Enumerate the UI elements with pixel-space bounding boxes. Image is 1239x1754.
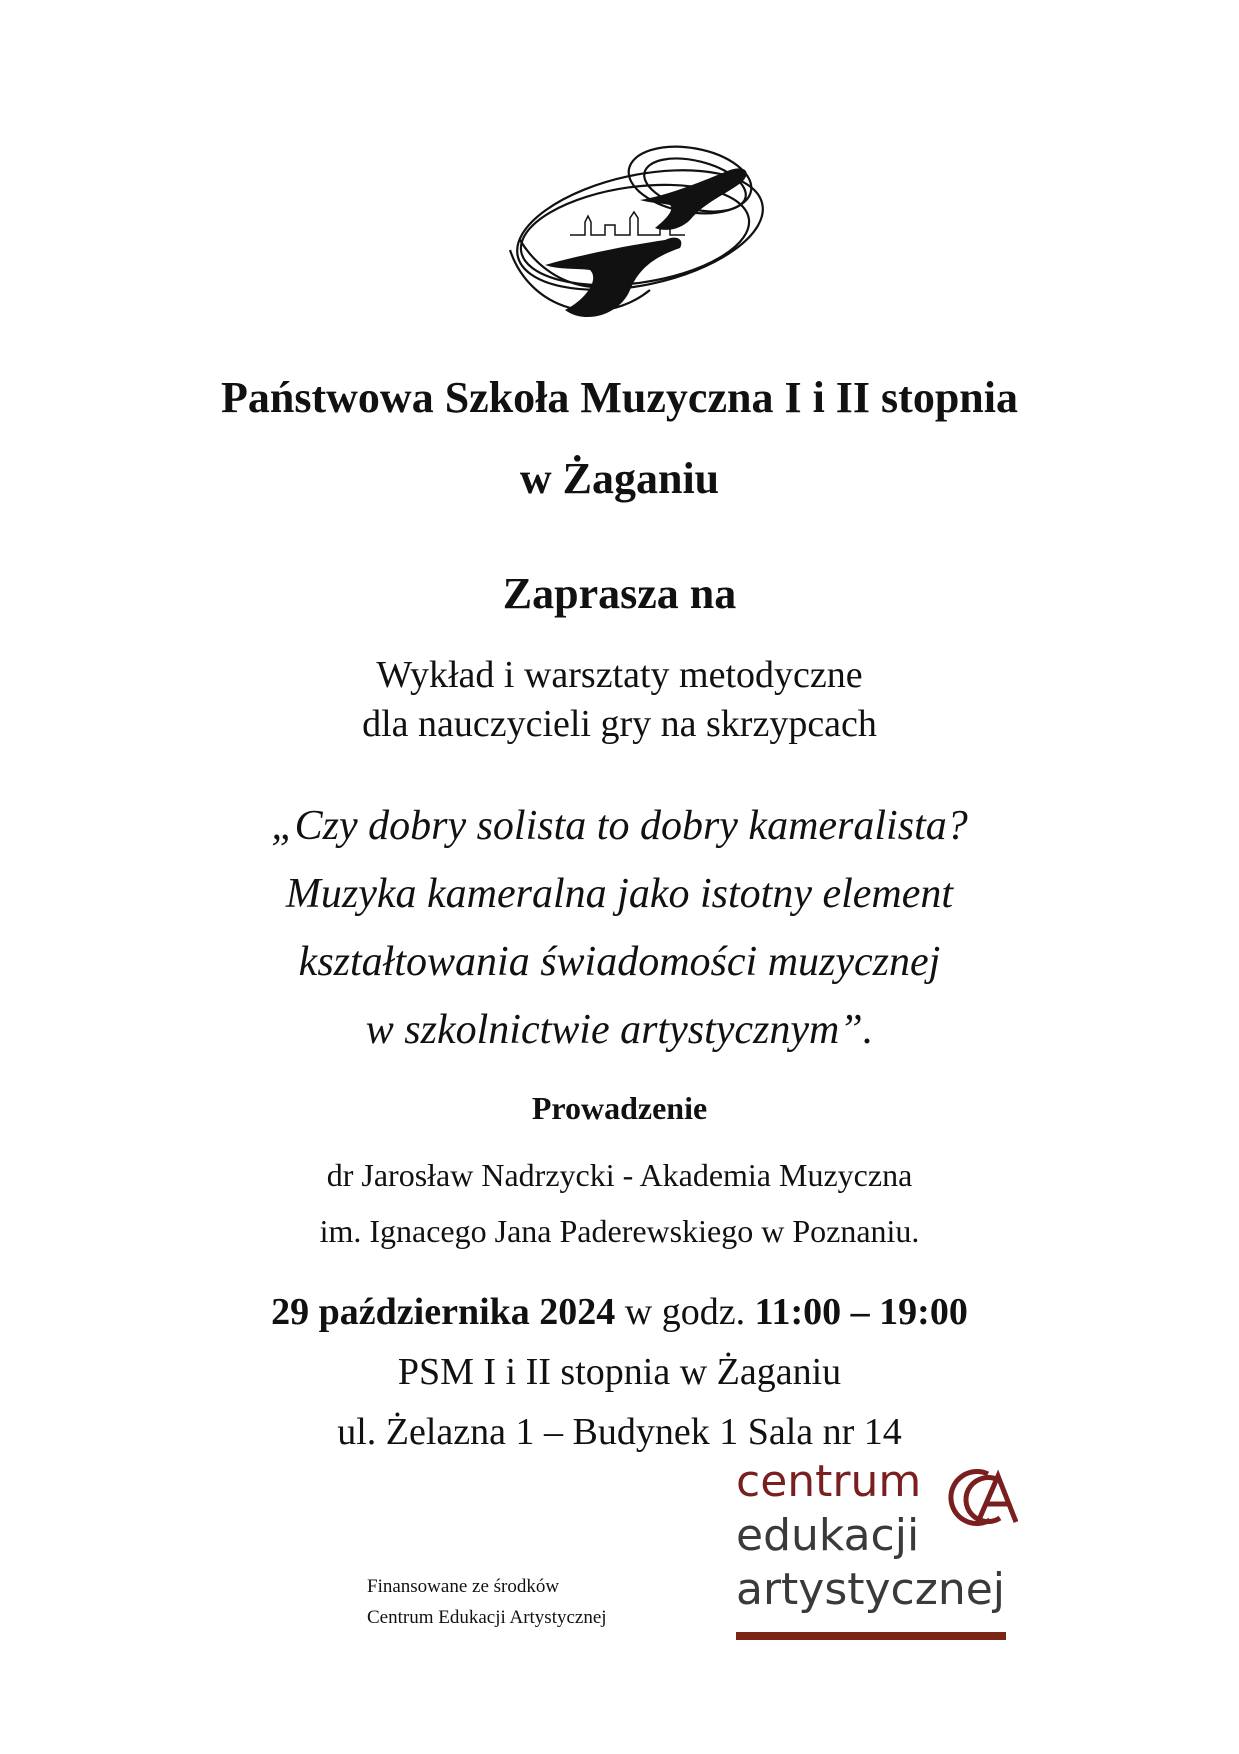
event-type-line1: Wykład i warsztaty metodyczne bbox=[376, 654, 863, 696]
school-logo bbox=[490, 140, 780, 340]
lead-heading: Prowadzenie bbox=[531, 1090, 708, 1126]
cea-mark-icon bbox=[938, 1462, 1018, 1532]
event-venue: PSM I i II stopnia w Żaganiu bbox=[397, 1351, 842, 1393]
event-address: ul. Żelazna 1 – Budynek 1 Sala nr 14 bbox=[337, 1411, 902, 1453]
lecture-title-line3: kształtowania świadomości muzycznej bbox=[298, 939, 941, 985]
event-type-line2: dla nauczycieli gry na skrzypcach bbox=[362, 703, 877, 745]
cea-logo-line3: artystycznej bbox=[736, 1564, 1006, 1615]
cea-logo-line2: edukacji bbox=[736, 1510, 920, 1561]
lecture-title-line4: w szkolnictwie artystycznym”. bbox=[365, 1007, 874, 1053]
lead-person-line1: dr Jarosław Nadrzycki - Akademia Muzyczna bbox=[326, 1157, 913, 1193]
lead-person-line2: im. Ignacego Jana Paderewskiego w Poznaniu. bbox=[319, 1213, 920, 1249]
cea-logo-line1: centrum bbox=[736, 1456, 922, 1507]
funding-note-line2: Centrum Edukacji Artystycznej bbox=[367, 1607, 607, 1628]
event-date: 29 października 2024 bbox=[271, 1291, 616, 1333]
cea-logo bbox=[736, 1456, 1018, 1640]
event-time-prefix: w godz. bbox=[615, 1291, 755, 1333]
cea-logo-bar bbox=[736, 1632, 1006, 1640]
school-name-line1: Państwowa Szkoła Muzyczna I i II stopnia bbox=[221, 373, 1018, 422]
school-name-line2: w Żaganiu bbox=[519, 454, 720, 503]
lecture-title-line2: Muzyka kameralna jako istotny element bbox=[285, 871, 954, 917]
funding-note-line1: Finansowane ze środków bbox=[367, 1576, 560, 1597]
invite-heading: Zaprasza na bbox=[502, 569, 737, 618]
event-time: 11:00 – 19:00 bbox=[754, 1291, 968, 1333]
lecture-title-line1: „Czy dobry solista to dobry kameralista? bbox=[271, 803, 968, 849]
event-date-time bbox=[0, 1290, 1239, 1334]
